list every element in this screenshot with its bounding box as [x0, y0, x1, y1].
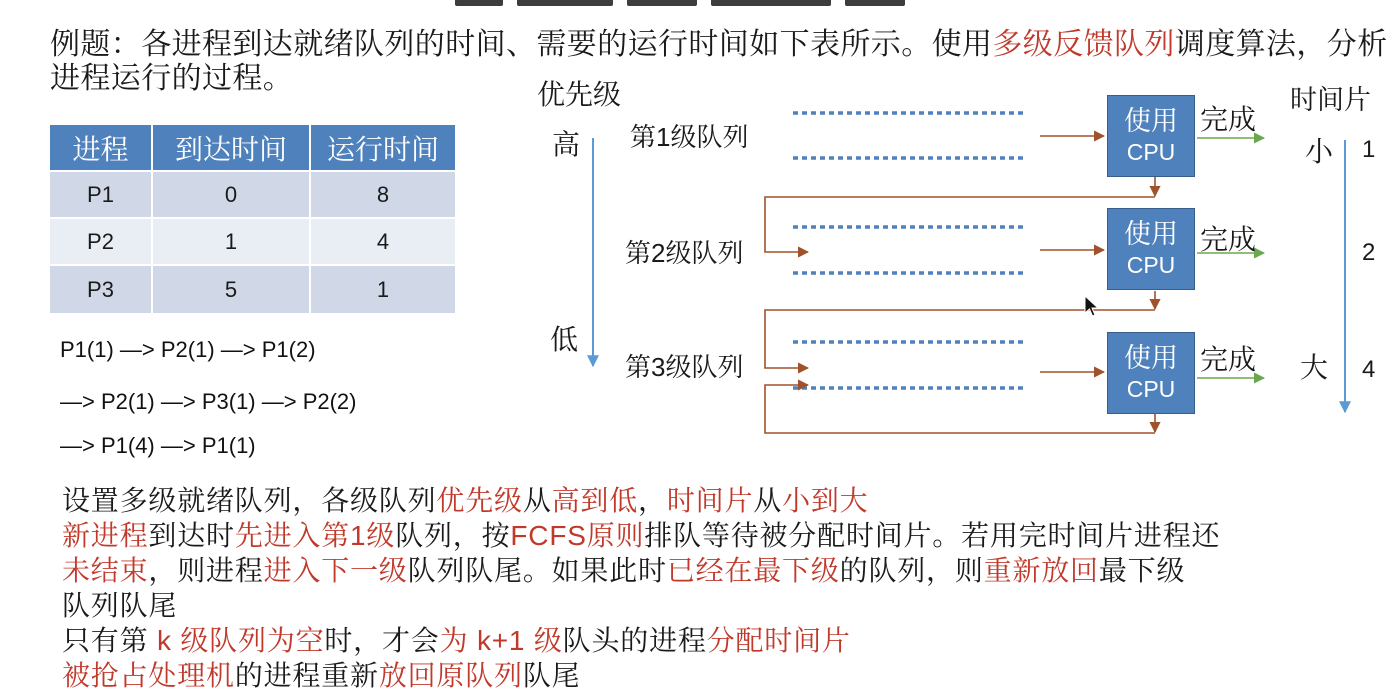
- text-segment: 从: [753, 485, 783, 516]
- text-segment: 只有第: [62, 625, 157, 656]
- text-segment: 已经在最下级: [666, 555, 840, 586]
- text-segment: 队列，按: [395, 520, 511, 551]
- cpu-box-text: CPU: [1126, 138, 1176, 165]
- done-label-3: 完成: [1200, 344, 1257, 375]
- text-segment: 排队等待被分配时间片。若用完时间片进程还: [644, 520, 1221, 551]
- text-segment: 重新放回: [983, 555, 1099, 586]
- cell-run-time: 1: [311, 266, 455, 313]
- time-slice-label: 时间片: [1290, 85, 1371, 115]
- text-segment: FCFS原则: [510, 520, 645, 551]
- text-segment: 优先级: [436, 485, 523, 516]
- text-segment: 最下级: [1098, 555, 1186, 586]
- question-text: 例题：各进程到达就绪队列的时间、需要的运行时间如下表所示。使用: [50, 28, 993, 61]
- text-segment: k 级队列为空: [156, 625, 325, 656]
- cell-arrival-time: 1: [153, 219, 311, 266]
- priority-label: 优先级: [537, 79, 622, 110]
- execution-sequence-line-2: —> P2(1) —> P3(1) —> P2(2): [60, 389, 357, 414]
- cell-arrival-time: 0: [153, 172, 311, 219]
- cell-run-time: 8: [311, 172, 455, 219]
- text-segment: 进入下一级: [263, 555, 408, 586]
- time-slice-value-1: 1: [1362, 136, 1376, 163]
- question-text: 调度算法，分析: [1174, 28, 1388, 61]
- cpu-box-3: [1107, 332, 1195, 414]
- time-slice-small-label: 小: [1305, 136, 1334, 167]
- cpu-box-2: [1107, 208, 1195, 290]
- text-segment: 高到低: [551, 485, 639, 516]
- text-segment: 为 k+1 级: [439, 625, 563, 656]
- queue-2-label: 第2级队列: [625, 238, 744, 268]
- mouse-cursor-icon: [1085, 296, 1098, 316]
- cpu-box-text: CPU: [1126, 251, 1176, 278]
- text-segment: 队列队尾: [62, 590, 178, 621]
- execution-sequence-line-1: P1(1) —> P2(1) —> P1(2): [60, 337, 316, 362]
- time-slice-large-label: 大: [1300, 352, 1329, 383]
- explanation-line-1: [62, 483, 1220, 518]
- header-arrival-time: 到达时间: [153, 125, 311, 172]
- cpu-box-text: 使用: [1124, 218, 1178, 249]
- priority-low-label: 低: [550, 324, 579, 355]
- priority-high-label: 高: [552, 129, 581, 160]
- execution-sequence-line-3: —> P1(4) —> P1(1): [60, 433, 256, 458]
- text-segment: 设置多级就绪队列，各级队列: [62, 485, 437, 516]
- question-line-2: 进程运行的过程。: [50, 62, 294, 95]
- cell-run-time: 4: [311, 219, 455, 266]
- text-segment: ，则进程: [148, 555, 264, 586]
- text-segment: 到达时: [148, 520, 235, 551]
- text-segment: 从: [522, 485, 552, 516]
- question-text: 多级反馈队列: [992, 28, 1175, 61]
- time-slice-value-2: 2: [1362, 239, 1376, 266]
- time-slice-value-3: 4: [1362, 356, 1376, 383]
- explanation-line-6: [62, 658, 1220, 693]
- text-segment: 先进入第1级: [234, 520, 396, 551]
- explanation-line-5: [62, 623, 1220, 658]
- cpu-box-text: 使用: [1124, 342, 1178, 373]
- text-segment: 分配时间片: [706, 625, 851, 656]
- text-segment: 时，才会: [324, 625, 440, 656]
- text-segment: 未结束: [62, 555, 149, 586]
- cpu-box-text: CPU: [1126, 375, 1176, 402]
- text-segment: 的进程重新: [234, 660, 379, 691]
- done-label-1: 完成: [1200, 104, 1257, 135]
- header-process: 进程: [50, 125, 153, 172]
- explanation-line-2: [62, 518, 1220, 553]
- explanation-line-3: [62, 553, 1220, 588]
- text-segment: 队列队尾。如果此时: [407, 555, 667, 586]
- text-segment: 队尾: [522, 660, 581, 691]
- header-run-time: 运行时间: [311, 125, 455, 172]
- cpu-box-text: 使用: [1124, 105, 1178, 136]
- explanation-text: [62, 483, 1220, 693]
- text-segment: 被抢占处理机: [62, 660, 235, 691]
- text-segment: 小到大: [782, 485, 869, 516]
- queue-1-label: 第1级队列: [630, 122, 749, 152]
- text-segment: 队头的进程: [562, 625, 707, 656]
- text-segment: 的队列，则: [839, 555, 984, 586]
- cell-process: P1: [50, 172, 153, 219]
- text-segment: 时间片: [666, 485, 754, 516]
- text-segment: 放回原队列: [378, 660, 523, 691]
- demote-to-queue-3-path: [765, 310, 1155, 368]
- text-segment: ，: [638, 485, 667, 516]
- cell-process: P3: [50, 266, 153, 313]
- cell-process: P2: [50, 219, 153, 266]
- cpu-box-1: [1107, 95, 1195, 177]
- explanation-line-4: [62, 588, 1220, 623]
- requeue-to-queue-3-path: [765, 385, 1155, 433]
- done-label-2: 完成: [1200, 224, 1257, 255]
- queue-3-label: 第3级队列: [625, 352, 744, 382]
- text-segment: 新进程: [62, 520, 149, 551]
- cell-arrival-time: 5: [153, 266, 311, 313]
- demote-to-queue-2-path: [765, 197, 1155, 252]
